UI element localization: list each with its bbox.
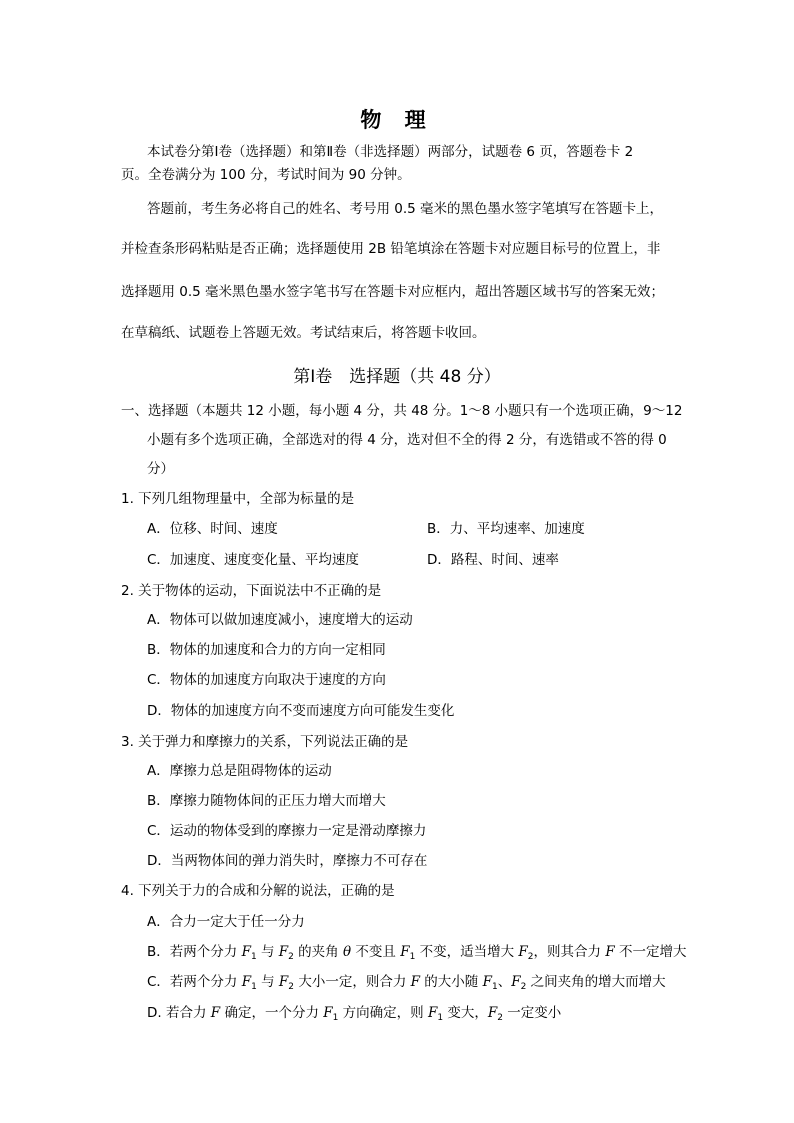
question-3-option-d: D．当两物体间的弹力消失时，摩擦力不可存在 [147,853,428,869]
question-3-stem: 3. 关于弹力和摩擦力的关系，下列说法正确的是 [121,734,409,750]
intro-line-6: 在草稿纸、试题卷上答题无效。考试结束后，将答题卡收回。 [121,325,486,341]
question-3-option-c: C．运动的物体受到的摩擦力一定是滑动摩擦力 [147,823,427,839]
intro-line-2: 页。全卷满分为 100 分，考试时间为 90 分钟。 [121,167,411,183]
question-3-option-a: A．摩擦力总是阻碍物体的运动 [147,763,332,779]
question-1-option-c: C．加速度、速度变化量、平均速度 [147,552,359,568]
question-4-option-c: C．若两个分力 $F_1$ 与 $F_2$ 大小一定，则合力 F 的大小随 $F_1$、$F_2$ 之间夹角的增大而增大 [147,974,666,992]
question-4-option-b: B．若两个分力 $F_1$ 与 $F_2$ 的夹角 θ 不变且 $F_1$ 不变，适当增大 $F_2$，则其合力 F 不一定增大 [147,944,687,962]
instructions-line-2: 小题有多个选项正确，全部选对的得 4 分，选对但不全的得 2 分，有选错或不答的得 0 [147,432,667,448]
intro-line-5: 选择题用 0.5 毫米黑色墨水签字笔书写在答题卡对应框内，超出答题区域书写的答案无效； [121,284,665,300]
instructions-line-3: 分） [147,461,174,477]
intro-line-1: 本试卷分第Ⅰ卷（选择题）和第Ⅱ卷（非选择题）两部分，试题卷 6 页，答题卷卡 2 [147,144,634,160]
page-title: 物 理 [360,108,434,132]
section-title: 第Ⅰ卷 选择题（共 48 分） [293,367,501,387]
question-2-stem: 2. 关于物体的运动，下面说法中不正确的是 [121,583,382,599]
question-1-stem: 1. 下列几组物理量中，全部为标量的是 [121,491,355,507]
question-2-option-d: D．物体的加速度方向不变而速度方向可能发生变化 [147,703,455,719]
intro-line-4: 并检查条形码粘贴是否正确；选择题使用 2B 铅笔填涂在答题卡对应题目标号的位置上，非 [121,241,661,257]
question-2-option-a: A．物体可以做加速度减小，速度增大的运动 [147,612,413,628]
question-4-option-a: A．合力一定大于任一分力 [147,914,305,930]
question-3-option-b: B．摩擦力随物体间的正压力增大而增大 [147,793,386,809]
question-1-option-b: B．力、平均速率、加速度 [427,521,585,537]
question-4-option-d: D. 若合力 F 确定，一个分力 $F_1$ 方向确定，则 $F_1$ 变大，$F_2$ 一定变小 [147,1005,562,1023]
question-1-option-a: A．位移、时间、速度 [147,521,278,537]
instructions-line-1: 一、选择题（本题共 12 小题，每小题 4 分，共 48 分。1～8 小题只有一个选项正确，9～12 [121,403,683,419]
question-1-option-d: D．路程、时间、速率 [427,552,559,568]
question-2-option-c: C．物体的加速度方向取决于速度的方向 [147,672,386,688]
question-2-option-b: B．物体的加速度和合力的方向一定相同 [147,642,386,658]
question-4-stem: 4. 下列关于力的合成和分解的说法，正确的是 [121,883,395,899]
intro-line-3: 答题前，考生务必将自己的姓名、考号用 0.5 毫米的黑色墨水签字笔填写在答题卡上， [147,201,664,217]
